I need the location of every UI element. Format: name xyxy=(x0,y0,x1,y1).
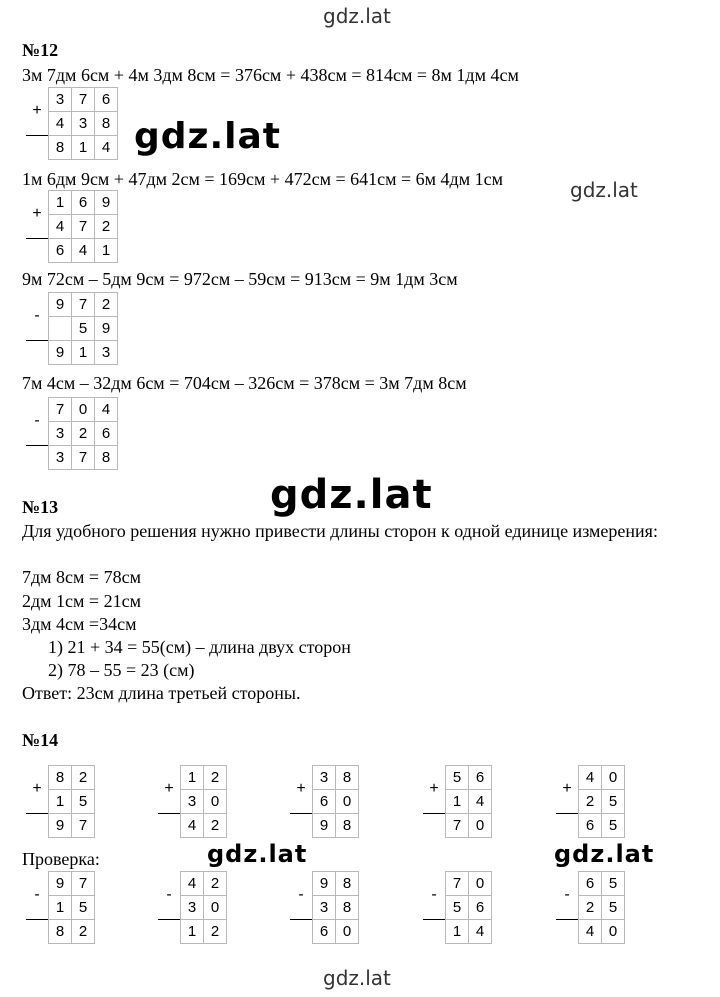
check-column-1: - 9 7 1 5 8 2 xyxy=(26,871,95,944)
check-column-4: - 7 0 5 6 1 4 xyxy=(423,871,492,944)
task-14-heading: №14 xyxy=(22,730,59,750)
addition-column-3: + 3 8 6 0 9 8 xyxy=(290,765,359,838)
watermark-bottom: gdz.lat xyxy=(323,966,391,990)
plus-sign: + xyxy=(562,780,572,798)
watermark-mid-1: gdz.lat xyxy=(207,840,308,868)
task-12-column-4: - 7 0 4 3 2 6 3 7 8 xyxy=(26,397,118,470)
watermark-large-1: gdz.lat xyxy=(134,116,282,157)
task-12-expression-1: 3м 7дм 6см + 4м 3дм 8см = 376см + 438см = 814см = 8м 1дм 4см xyxy=(22,65,519,85)
minus-sign: - xyxy=(34,886,40,904)
minus-sign: - xyxy=(431,886,437,904)
task-13-step-1: 1) 21 + 34 = 55(см) – длина двух сторон xyxy=(48,637,351,657)
task-13-conversion-1: 7дм 8см = 78см xyxy=(22,567,141,587)
watermark-large-2: gdz.lat xyxy=(270,472,433,518)
check-column-3: - 9 8 3 8 6 0 xyxy=(290,871,359,944)
check-label: Проверка: xyxy=(22,849,100,869)
minus-sign: - xyxy=(564,886,570,904)
task-13-answer: Ответ: 23см длина третьей стороны. xyxy=(22,683,301,703)
task-12-heading: №12 xyxy=(22,40,59,60)
plus-sign: + xyxy=(32,102,42,120)
minus-sign: - xyxy=(34,307,40,325)
plus-sign: + xyxy=(429,780,439,798)
addition-column-2: + 1 2 3 0 4 2 xyxy=(158,765,227,838)
plus-sign: + xyxy=(32,205,42,223)
watermark-side: gdz.lat xyxy=(570,178,638,202)
check-column-5: - 6 5 2 5 4 0 xyxy=(556,871,625,944)
task-12-expression-4: 7м 4см – 32дм 6см = 704см – 326см = 378см = 3м 7дм 8см xyxy=(22,373,467,393)
task-12-column-2: + 1 6 9 4 7 2 6 4 1 xyxy=(26,190,118,263)
task-13-heading: №13 xyxy=(22,497,59,517)
task-13-conversion-3: 3дм 4см =34см xyxy=(22,614,137,634)
minus-sign: - xyxy=(34,412,40,430)
task-13-step-2: 2) 78 – 55 = 23 (см) xyxy=(48,660,195,680)
plus-sign: + xyxy=(32,780,42,798)
addition-column-4: + 5 6 1 4 7 0 xyxy=(423,765,492,838)
task-13-intro: Для удобного решения нужно привести длины сторон к одной единице измерения: xyxy=(22,521,658,541)
task-12-expression-2: 1м 6дм 9см + 47дм 2см = 169см + 472см = 641см = 6м 4дм 1см xyxy=(22,169,503,189)
task-12-column-3: - 9 7 2 5 9 9 1 3 xyxy=(26,292,118,365)
addition-column-1: + 8 2 1 5 9 7 xyxy=(26,765,95,838)
minus-sign: - xyxy=(298,886,304,904)
watermark-top: gdz.lat xyxy=(323,4,391,28)
addition-column-5: + 4 0 2 5 6 5 xyxy=(556,765,625,838)
plus-sign: + xyxy=(296,780,306,798)
task-12-expression-3: 9м 72см – 5дм 9см = 972см – 59см = 913см = 9м 1дм 3см xyxy=(22,269,458,289)
plus-sign: + xyxy=(164,780,174,798)
task-12-column-1: + 3 7 6 4 3 8 8 1 4 xyxy=(26,87,118,160)
watermark-mid-2: gdz.lat xyxy=(554,840,655,868)
check-column-2: - 4 2 3 0 1 2 xyxy=(158,871,227,944)
minus-sign: - xyxy=(166,886,172,904)
task-13-conversion-2: 2дм 1см = 21см xyxy=(22,591,141,611)
